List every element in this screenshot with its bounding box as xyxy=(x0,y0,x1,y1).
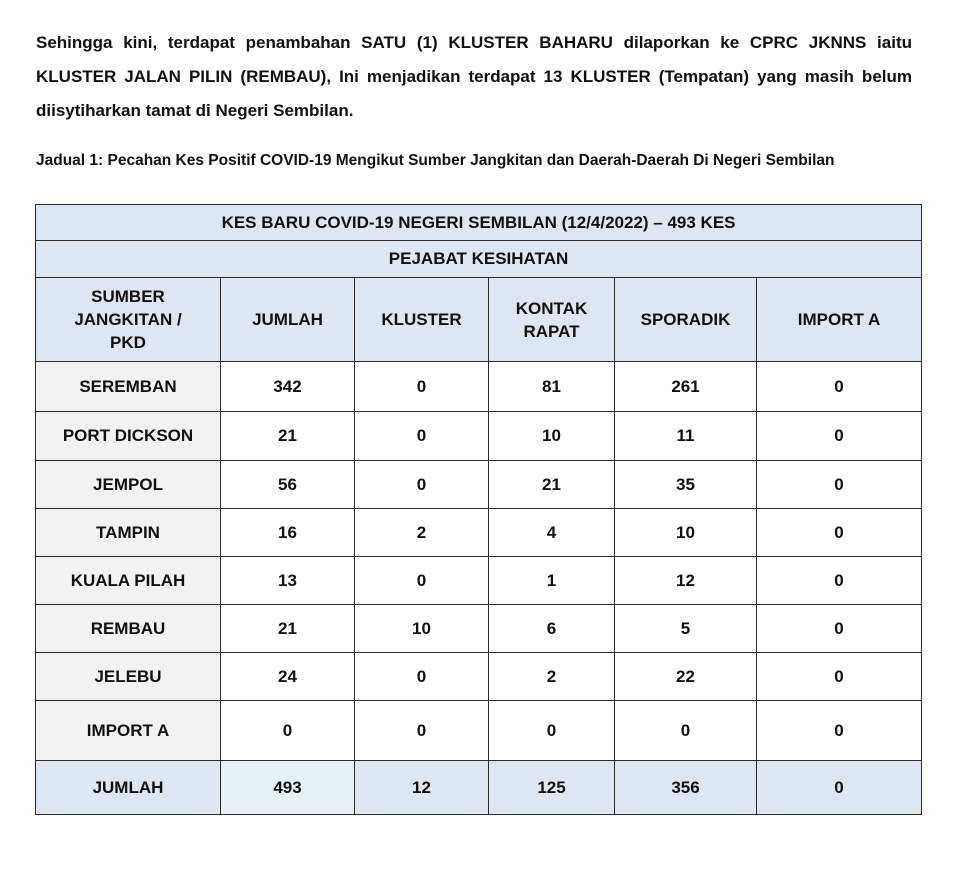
import-cell: 0 xyxy=(757,509,922,557)
kontak-cell: 81 xyxy=(489,362,615,412)
district-cell: REMBAU xyxy=(36,605,221,653)
table-row xyxy=(36,653,922,701)
kontak-cell: 6 xyxy=(489,605,615,653)
kluster-cell: 0 xyxy=(355,412,489,461)
covid-cases-table xyxy=(35,204,922,815)
district-cell: IMPORT A xyxy=(36,701,221,761)
sporadik-cell: 35 xyxy=(615,461,757,509)
intro-paragraph: Sehingga kini, terdapat penambahan SATU (1) KLUSTER BAHARU dilaporkan ke CPRC JKNNS iaitu KLUSTER JALAN PILIN (REMBAU), Ini menjadikan terdapat 13 KLUSTER (Tempatan) yang masih belum diisytiharkan tamat di Negeri Sembilan. xyxy=(36,33,912,120)
sporadik-cell: 11 xyxy=(615,412,757,461)
header-kluster: KLUSTER xyxy=(355,278,489,362)
import-cell: 0 xyxy=(757,605,922,653)
kluster-cell: 0 xyxy=(355,653,489,701)
table-subtitle: PEJABAT KESIHATAN xyxy=(36,241,922,278)
district-cell: JEMPOL xyxy=(36,461,221,509)
kluster-cell: 0 xyxy=(355,362,489,412)
kontak-cell: 4 xyxy=(489,509,615,557)
sporadik-cell: 261 xyxy=(615,362,757,412)
jumlah-cell: 0 xyxy=(221,701,355,761)
import-cell: 0 xyxy=(757,701,922,761)
kontak-cell: 10 xyxy=(489,412,615,461)
total-import: 0 xyxy=(757,761,922,815)
kluster-cell: 10 xyxy=(355,605,489,653)
kluster-cell: 2 xyxy=(355,509,489,557)
table-row xyxy=(36,412,922,461)
import-cell: 0 xyxy=(757,362,922,412)
total-label: JUMLAH xyxy=(36,761,221,815)
district-cell: TAMPIN xyxy=(36,509,221,557)
district-cell: JELEBU xyxy=(36,653,221,701)
total-jumlah: 493 xyxy=(221,761,355,815)
jumlah-cell: 56 xyxy=(221,461,355,509)
header-source-line1: SUMBER xyxy=(91,287,165,306)
header-import: IMPORT A xyxy=(757,278,922,362)
total-sporadik: 356 xyxy=(615,761,757,815)
district-cell: PORT DICKSON xyxy=(36,412,221,461)
header-kontak-line2: RAPAT xyxy=(523,321,580,341)
kontak-cell: 1 xyxy=(489,557,615,605)
district-cell: SEREMBAN xyxy=(36,362,221,412)
total-kluster: 12 xyxy=(355,761,489,815)
header-source xyxy=(36,278,221,362)
header-sporadik: SPORADIK xyxy=(615,278,757,362)
table-caption: Jadual 1: Pecahan Kes Positif COVID-19 Mengikut Sumber Jangkitan dan Daerah-Daerah Di Negeri Sembilan xyxy=(36,152,835,169)
header-kontak-line1: KONTAK xyxy=(515,298,588,318)
header-jumlah: JUMLAH xyxy=(221,278,355,362)
total-kontak: 125 xyxy=(489,761,615,815)
import-cell: 0 xyxy=(757,461,922,509)
jumlah-cell: 24 xyxy=(221,653,355,701)
kluster-cell: 0 xyxy=(355,701,489,761)
table-title: KES BARU COVID-19 NEGERI SEMBILAN (12/4/2022) – 493 KES xyxy=(36,205,922,241)
header-source-line2: JANGKITAN / xyxy=(74,310,182,329)
header-source-line3: PKD xyxy=(110,333,146,352)
table-row xyxy=(36,701,922,761)
import-cell: 0 xyxy=(757,653,922,701)
kluster-cell: 0 xyxy=(355,557,489,605)
table-row xyxy=(36,362,922,412)
import-cell: 0 xyxy=(757,557,922,605)
table-row xyxy=(36,605,922,653)
kluster-cell: 0 xyxy=(355,461,489,509)
kontak-cell: 21 xyxy=(489,461,615,509)
sporadik-cell: 22 xyxy=(615,653,757,701)
jumlah-cell: 21 xyxy=(221,412,355,461)
import-cell: 0 xyxy=(757,412,922,461)
kontak-cell: 0 xyxy=(489,701,615,761)
jumlah-cell: 342 xyxy=(221,362,355,412)
jumlah-cell: 21 xyxy=(221,605,355,653)
table-row xyxy=(36,509,922,557)
table-row xyxy=(36,461,922,509)
sporadik-cell: 10 xyxy=(615,509,757,557)
jumlah-cell: 16 xyxy=(221,509,355,557)
sporadik-cell: 5 xyxy=(615,605,757,653)
table-row xyxy=(36,557,922,605)
total-row xyxy=(36,761,922,815)
jumlah-cell: 13 xyxy=(221,557,355,605)
kontak-cell: 2 xyxy=(489,653,615,701)
district-cell: KUALA PILAH xyxy=(36,557,221,605)
sporadik-cell: 12 xyxy=(615,557,757,605)
sporadik-cell: 0 xyxy=(615,701,757,761)
header-kontak-rapat xyxy=(489,278,615,362)
